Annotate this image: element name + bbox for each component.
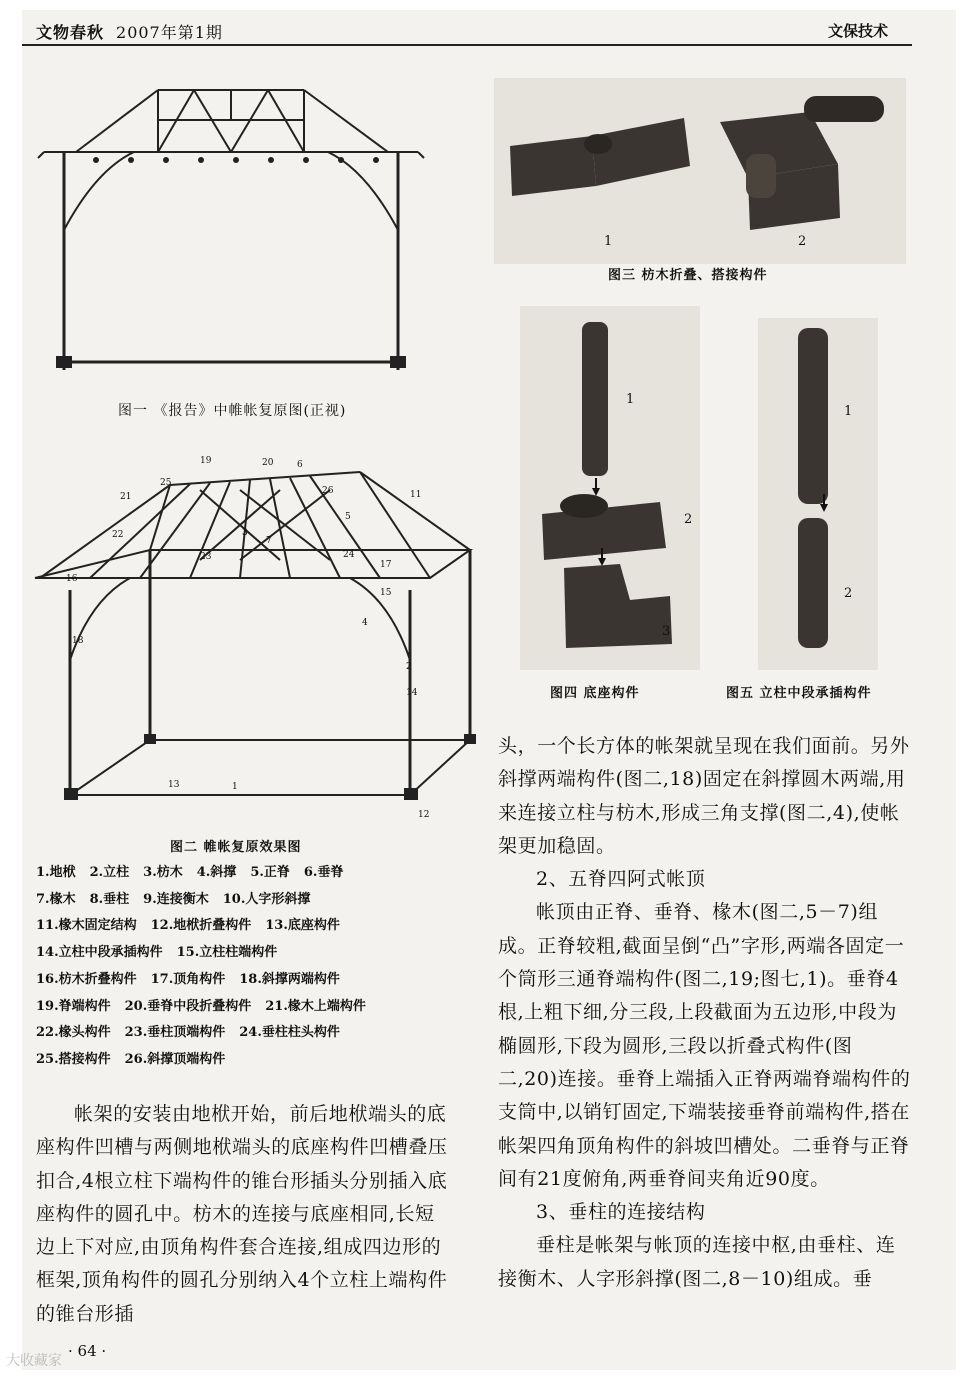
legend-item: 6.垂脊 [303,865,344,880]
callout: 26 [322,486,334,496]
legend-item: 10.人字形斜撑 [222,891,311,907]
legend-item: 18.斜撑两端构件 [239,971,340,987]
legend-item: 9.连接衡木 [143,891,209,907]
callout: 6 [297,460,303,470]
figure-4-label-1: 1 [626,392,635,407]
callout: 17 [380,560,392,570]
figure-3-photo [494,78,906,264]
callout: 1 [232,782,238,792]
legend-row [36,860,456,887]
legend-item: 25.搭接构件 [36,1051,111,1067]
callout: 22 [112,530,124,540]
callout: 19 [200,456,212,466]
legend-item: 17.顶角构件 [150,971,226,987]
figure-5-label-1: 1 [844,404,853,419]
figure-5-caption: 图五 立柱中段承插构件 [726,686,872,701]
figure-2-legend [36,860,456,1074]
figure-4-caption: 图四 底座构件 [550,686,640,701]
callout: 16 [66,574,78,584]
figure-3-label-2: 2 [798,234,807,249]
callout: 3 [242,528,248,538]
legend-row [36,994,456,1021]
legend-row [36,940,456,967]
legend-item: 12.地栿折叠构件 [150,918,252,934]
legend-item: 23.垂柱顶端构件 [124,1025,226,1041]
callout: 11 [410,490,422,500]
callout: 2 [406,662,412,672]
paragraph: 头，一个长方体的帐架就呈现在我们面前。另外斜撑两端构件(图二,18)固定在斜撑圆木两端,用来连接立柱与枋木,形成三角支撑(图二,4),使帐架更加稳固。 [498,735,910,857]
legend-item: 22.椽头构件 [36,1025,111,1041]
page-number: · 64 · [68,1342,107,1360]
journal-name: 文物春秋 [36,23,105,42]
legend-item: 21.椽木上端构件 [265,998,366,1014]
left-column-text [36,1098,452,1331]
callout: 7 [266,536,272,546]
legend-item: 15.立柱柱端构件 [176,945,278,961]
figure-3-caption: 图三 枋木折叠、搭接构件 [608,268,768,283]
right-column-text [498,730,912,1296]
callout: 23 [200,552,212,562]
callout: 4 [362,618,368,628]
journal-issue: 2007年第1期 [116,23,223,42]
figure-4-label-2: 2 [684,512,693,527]
paragraph: 帐顶由正脊、垂脊、椽木(图二,5－7)组成。正脊较粗,截面呈倒“凸”字形,两端各固定一个筒形三通脊端构件(图二,19;图七,1)。垂脊4根,上粗下细,分三段,上段截面为五边形,中段为椭圆形,下段为圆形,三段以折叠式构件(图二,20)连接。垂脊上端插入正脊两端脊端构件的支筒中,以销钉固定,下端装接垂脊前端构件,搭在帐架四角顶角构件的斜坡凹槽处。二垂脊与正脊间有21度俯角,两垂脊间夹角近90度。 [498,901,911,1190]
legend-item: 8.垂柱 [89,891,130,907]
section-title: 文保技术 [827,22,888,40]
paragraph: 帐架的安装由地栿开始，前后地栿端头的底座构件凹槽与两侧地栿端头的底座构件凹槽叠压扣合,4根立柱下端构件的锥台形插头分别插入底座构件的圆孔中。枋木的连接与底座相同,长短边上下对应,由顶角构件套合连接,组成四边形的框架,顶角构件的圆孔分别纳入4个立柱上端构件的锥台形插 [36,1103,448,1325]
legend-item: 5.正脊 [250,865,290,880]
callout: 14 [406,688,418,698]
section-heading: 3、垂柱的连接结构 [536,1201,706,1224]
callout: 18 [72,636,84,646]
figure-2-caption: 图二 帷帐复原效果图 [170,840,302,855]
watermark: 大收藏家 [6,1353,62,1369]
figure-5-label-2: 2 [844,586,853,601]
legend-item: 19.脊端构件 [36,998,111,1014]
callout: 25 [160,478,172,488]
section-heading: 2、五脊四阿式帐顶 [536,868,706,891]
legend-item: 7.椽木 [36,891,76,907]
callout: 12 [418,810,430,820]
legend-item: 13.底座构件 [265,918,340,934]
figure-5-illustration [758,318,878,670]
legend-row [36,1020,456,1047]
figure-4-label-3: 3 [662,624,671,639]
legend-row [36,887,456,914]
figure-3-illustration [494,78,906,264]
legend-row [36,967,456,994]
header-rule [22,44,912,46]
legend-item: 26.斜撑顶端构件 [124,1051,226,1067]
legend-item: 11.椽木固定结构 [36,918,137,934]
legend-item: 16.枋木折叠构件 [36,971,137,987]
figure-4-illustration [520,306,700,670]
legend-item: 14.立柱中段承插构件 [36,945,163,961]
figure-3-label-1: 1 [604,234,613,249]
legend-item: 24.垂柱柱头构件 [239,1025,340,1041]
legend-row [36,913,456,940]
callout: 15 [380,588,392,598]
figure-2-drawing [30,450,500,820]
figure-1-caption: 图一 《报告》中帷帐复原图(正视) [118,403,347,419]
legend-item: 2.立柱 [89,865,130,880]
running-header [22,12,912,46]
figure-1-drawing [36,80,426,385]
journal-title [36,20,223,43]
callout: 5 [345,512,351,522]
callout: 21 [120,492,132,502]
legend-item: 20.垂脊中段折叠构件 [124,998,252,1014]
figure-4-photo [520,306,700,670]
legend-item: 1.地栿 [36,865,76,880]
callout: 24 [343,550,355,560]
legend-row [36,1047,456,1074]
callout: 20 [262,458,274,468]
legend-item: 4.斜撑 [196,865,237,880]
paragraph: 垂柱是帐架与帐顶的连接中枢,由垂柱、连接衡木、人字形斜撑(图二,8－10)组成。垂 [498,1234,896,1290]
callout: 13 [168,780,180,790]
legend-item: 3.枋木 [143,865,183,880]
figure-5-photo [758,318,878,670]
